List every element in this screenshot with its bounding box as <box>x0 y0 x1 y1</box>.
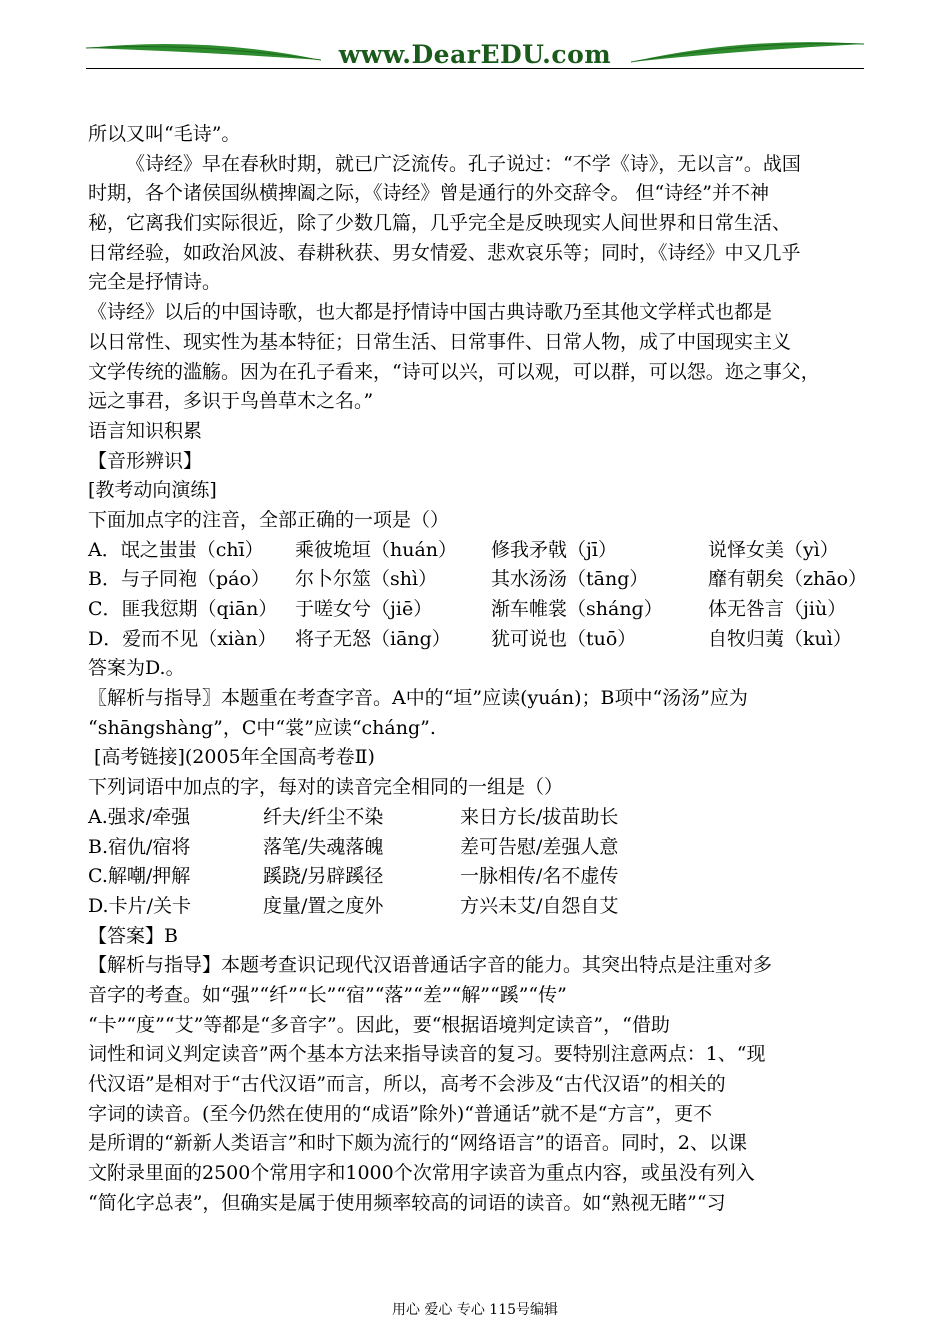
option-cell: A.强求/牵强 <box>88 805 191 828</box>
analysis-line: 词性和词义判定读音”两个基本方法来指导读音的复习。要特别注意两点：1、“现 <box>88 1043 766 1066</box>
option-cell: 落笔/失魂落魄 <box>263 835 384 858</box>
analysis-line: “卡”“度”“艾”等都是“多音字”。因此，要“根据语境判定读音”，“借助 <box>88 1013 670 1036</box>
practice-label: [教考动向演练] <box>88 479 217 502</box>
analysis-line: 文附录里面的2500个常用字和1000个次常用字读音为重点内容，或虽没有列入 <box>88 1162 755 1185</box>
option-cell: 将子无怒（iāng） <box>295 627 451 650</box>
analysis-line: 字词的读音。(至今仍然在使用的“成语”除外)“普通话”就不是“方言”，更不 <box>88 1102 713 1125</box>
option-cell: 度量/置之度外 <box>263 894 384 917</box>
option-cell: 乘彼垝垣（huán） <box>295 538 458 561</box>
option-cell: 蹊跷/另辟蹊径 <box>263 865 384 888</box>
option-cell: B.宿仇/宿将 <box>88 835 191 858</box>
option-cell: 纤夫/纤尘不染 <box>263 805 384 828</box>
option-row <box>88 833 868 863</box>
analysis-line: 【解析与指导】本题考查识记现代汉语普通话字音的能力。其突出特点是注重对多 <box>88 954 773 977</box>
option-cell: C.解嘲/押解 <box>88 865 191 888</box>
option-cell: 自牧归荑（kuì） <box>708 627 852 650</box>
header-rule <box>86 68 864 69</box>
answer-text: 答案为D.。 <box>88 657 185 680</box>
analysis-line: 〖解析与指导〗本题重在考查字音。A中的“垣”应读(yuán)；B项中“汤汤”应为 <box>88 687 748 710</box>
site-title: www.DearEDU.com <box>338 40 612 69</box>
option-cell: 犹可说也（tuō） <box>491 627 637 650</box>
exam-link: [高考链接](2005年全国高考卷Ⅱ) <box>88 746 375 769</box>
document-body <box>88 120 868 1218</box>
option-row <box>88 803 868 833</box>
paragraph-line: 远之事君，多识于鸟兽草木之名。” <box>88 390 374 413</box>
option-cell: 来日方长/拔苗助长 <box>460 805 619 828</box>
option-cell: 渐车帷裳（shánɡ） <box>491 598 663 620</box>
paragraph-line: 所以又叫“毛诗”。 <box>88 123 241 145</box>
analysis-line: “简化字总表”，但确实是属于使用频率较高的词语的读音。如“熟视无睹”“习 <box>88 1191 726 1214</box>
option-row <box>88 892 868 922</box>
option-cell: 体无咎言（jiù） <box>708 598 847 620</box>
option-cell: B．与子同袍（páo） <box>88 568 270 591</box>
option-row <box>88 565 868 595</box>
option-cell: 其水汤汤（tāng） <box>491 568 649 591</box>
paragraph-line: 文学传统的滥觞。因为在孔子看来，“诗可以兴，可以观，可以群，可以怨。迩之事父， <box>88 360 820 383</box>
option-row <box>88 536 868 566</box>
option-cell: 修我矛戟（jī） <box>491 538 617 561</box>
option-cell: 差可告慰/差强人意 <box>460 835 619 858</box>
option-row <box>88 862 868 892</box>
option-cell: 尔卜尔筮（shì） <box>295 568 438 591</box>
option-cell: 靡有朝矣（zhāo） <box>708 568 868 591</box>
option-cell: A．氓之蚩蚩（chī） <box>88 538 264 561</box>
analysis-line: 是所谓的“新新人类语言”和时下颇为流行的“网络语言”的语音。同时，2、以课 <box>88 1132 747 1155</box>
option-cell: D．爱而不见（xiàn） <box>88 627 277 650</box>
analysis-line: “shāngshàng”，C中“裳”应读“cháng”. <box>88 716 436 739</box>
paragraph-line: 时期，各个诸侯国纵横捭阖之际，《诗经》曾是通行的外交辞令。 但“诗经”并不神 <box>88 182 769 205</box>
analysis-line: 音字的考查。如“强”“纤”“长”“宿”“落”“差”“解”“蹊”“传” <box>88 983 567 1006</box>
paragraph-line: 以日常性、现实性为基本特征；日常生活、日常事件、日常人物，成了中国现实主义 <box>88 330 792 353</box>
option-row <box>88 595 868 625</box>
option-row <box>88 625 868 655</box>
paragraph-line: 《诗经》以后的中国诗歌，也大都是抒情诗中国古典诗歌乃至其他文学样式也都是 <box>88 301 773 324</box>
option-cell: 方兴未艾/自怨自艾 <box>460 894 619 917</box>
page-header <box>86 38 864 72</box>
question-stem: 下面加点字的注音，全部正确的一项是（） <box>88 508 450 531</box>
section-subheading: 【音形辨识】 <box>88 449 203 472</box>
paragraph-line: 日常经验，如政治风波、春耕秋获、男女情爱、悲欢哀乐等；同时，《诗经》中又几乎 <box>88 241 801 264</box>
section-heading: 语言知识积累 <box>88 419 203 442</box>
option-cell: D.卡片/关卡 <box>88 894 191 917</box>
paragraph-line: 秘，它离我们实际很近，除了少数几篇，几乎完全是反映现实人间世界和日常生活、 <box>88 212 792 235</box>
option-cell: 于嗟女兮（jiē） <box>295 598 433 620</box>
paragraph-line: 完全是抒情诗。 <box>88 271 222 294</box>
option-cell: 一脉相传/名不虚传 <box>460 865 619 888</box>
option-cell: C．匪我愆期（qiān） <box>88 598 278 620</box>
answer-text: 【答案】B <box>88 924 178 947</box>
question-stem: 下列词语中加点的字，每对的读音完全相同的一组是（） <box>88 776 564 799</box>
option-cell: 说怿女美（yì） <box>708 538 839 561</box>
analysis-line: 代汉语”是相对于“古代汉语”而言，所以，高考不会涉及“古代汉语”的相关的 <box>88 1073 726 1095</box>
page-footer: 用心 爱心 专心 115号编辑 <box>391 1302 559 1318</box>
paragraph-line: 《诗经》早在春秋时期，就已广泛流传。孔子说过：“不学《诗》，无以言”。战国 <box>126 152 801 175</box>
